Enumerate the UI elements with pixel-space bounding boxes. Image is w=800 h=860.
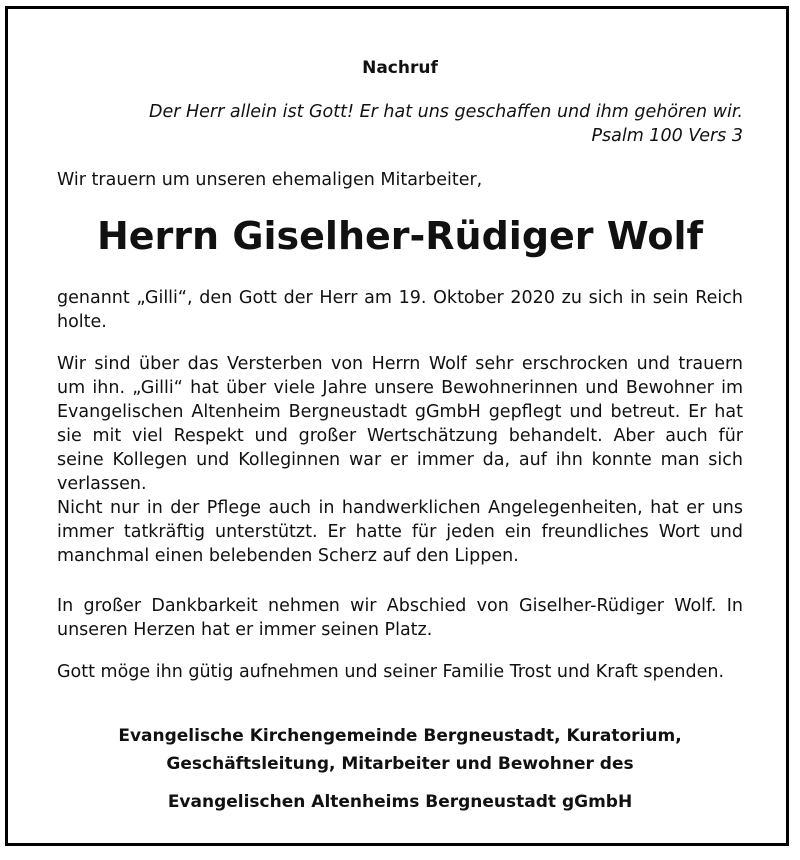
paragraph-tribute-part-2: Nicht nur in der Pflege auch in handwerklichen Angelegenheiten, hat er uns immer tatkräftig unterstützt. Er hatte für jeden ein freundliches Wort und manchmal einen belebenden Scherz auf den Lippen. [57,498,743,566]
signature-block [0,722,800,778]
paragraph-farewell: In großer Dankbarkeit nehmen wir Abschied von Giselher-Rüdiger Wolf. In unseren Herzen hat er immer seinen Platz. [57,596,743,640]
deceased-name: Herrn Giselher-Rüdiger Wolf [96,214,703,258]
paragraph-death-date: genannt „Gilli“, den Gott der Herr am 19. Oktober 2020 zu sich in sein Reich holte. [57,288,743,332]
intro-text: Wir trauern um unseren ehemaligen Mitarbeiter, [57,170,483,190]
paragraph-blessing: Gott möge ihn gütig aufnehmen und seiner Familie Trost und Kraft spenden. [57,662,725,682]
bible-verse-reference: Psalm 100 Vers 3 [591,126,743,146]
paragraph-tribute [57,352,743,568]
signature-line-1: Evangelische Kirchengemeinde Bergneustadt, Kuratorium, [118,726,682,746]
bible-verse [57,100,743,148]
paragraph-tribute-part-1: Wir sind über das Versterben von Herrn Wolf sehr erschrocken und trauern um ihn. „Gilli“ hat über viele Jahre unsere Bewohnerinnen und Bewohner im Evangelischen Altenheim Bergneustadt gGmbH gepflegt und betreut. Er hat sie mit viel Respekt und großer Wertschätzung behandelt. Aber auch für seine Kollegen und Kolleginnen war er immer da, auf ihn konnte man sich verlassen. [57,354,743,494]
signature-line-2: Geschäftsleitung, Mitarbeiter und Bewohner des [166,754,634,774]
signature-line-3: Evangelischen Altenheims Bergneustadt gGmbH [167,792,633,812]
bible-verse-quote: Der Herr allein ist Gott! Er hat uns geschaffen und ihm gehören wir. [148,102,743,122]
obituary-heading: Nachruf [362,58,438,78]
